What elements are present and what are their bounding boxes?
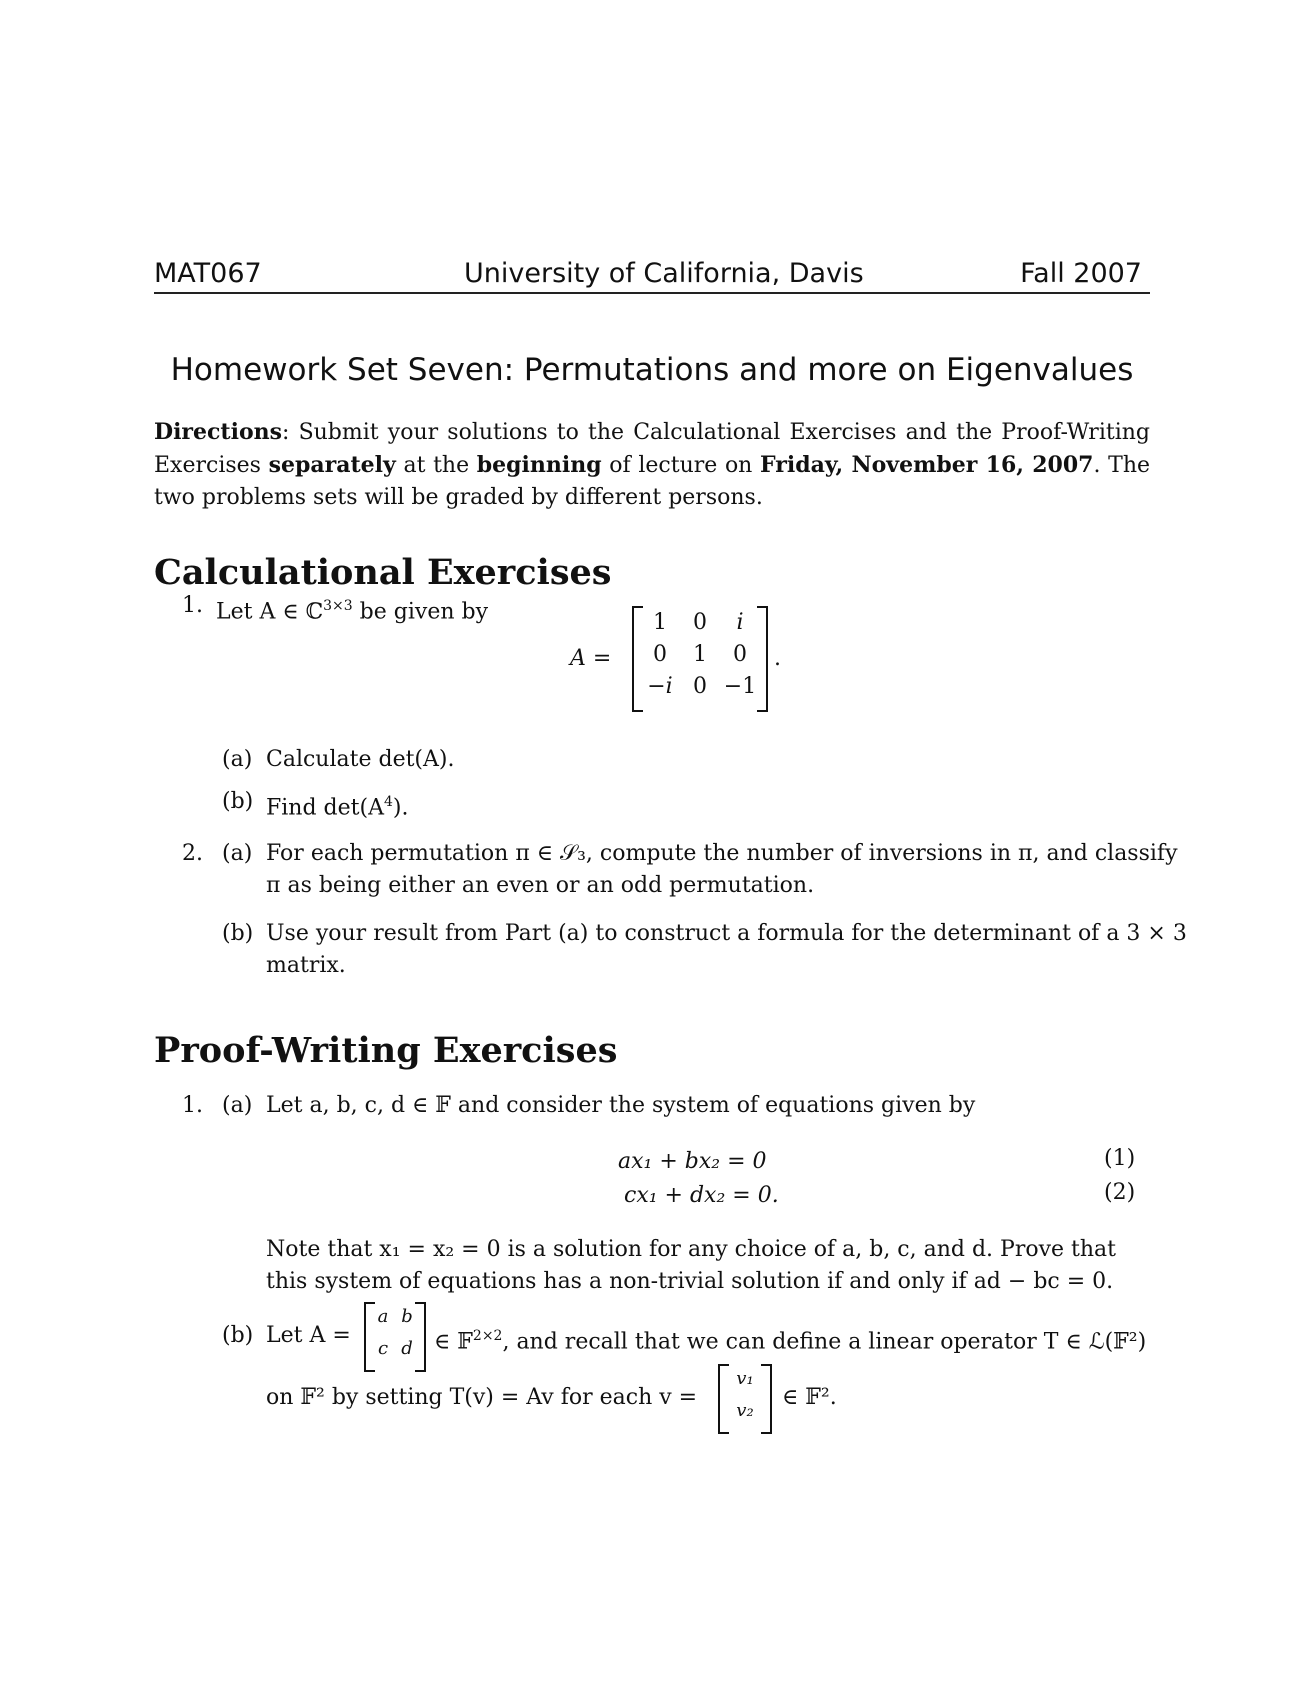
- page-header: [154, 258, 1150, 294]
- part-label: (a): [222, 747, 253, 772]
- due-date: Friday, November 16, 2007: [760, 452, 1094, 478]
- problem-text: be given by: [352, 599, 489, 625]
- part-text-segment: , and recall that we can define a linear operator T ∈ ℒ(𝔽²): [502, 1329, 1147, 1355]
- part-text: Let A =: [266, 1323, 351, 1348]
- part-label: (a): [222, 841, 253, 866]
- equation: ax₁ + bx₂ = 0: [618, 1149, 767, 1174]
- matrix-cell: d: [401, 1338, 413, 1359]
- part-text: matrix.: [266, 953, 346, 978]
- part-text: on 𝔽² by setting T(v) = Av for each v =: [266, 1385, 698, 1410]
- problem-text: Let A ∈ ℂ: [216, 599, 324, 625]
- part-text: [266, 786, 408, 824]
- matrix-cell: i: [736, 610, 744, 635]
- matrix-abcd: [364, 1302, 426, 1368]
- part-label: (b): [222, 1323, 254, 1348]
- part-label: (b): [222, 921, 254, 946]
- matrix-cell: 0: [733, 642, 747, 667]
- matrix-period: .: [774, 646, 781, 671]
- equation: cx₁ + dx₂ = 0.: [624, 1183, 779, 1208]
- part-text: Calculate det(A).: [266, 747, 455, 772]
- directions-paragraph: [154, 416, 1150, 514]
- part-text-segment: ∈ 𝔽: [434, 1329, 473, 1355]
- matrix-bracket: [757, 606, 768, 712]
- directions-text: of lecture on: [601, 453, 761, 478]
- part-text-segment: ).: [392, 795, 409, 821]
- matrix-cell: 1: [693, 642, 707, 667]
- part-text: ∈ 𝔽².: [782, 1385, 837, 1410]
- university-name: University of California, Davis: [464, 258, 864, 289]
- matrix-cell: c: [377, 1338, 389, 1359]
- part-text: π as being either an even or an odd permutation.: [266, 873, 815, 898]
- matrix-cell: −i: [647, 674, 673, 699]
- vector-cell: v₁: [736, 1368, 754, 1389]
- matrix-cell: −1: [723, 674, 757, 699]
- part-label: (b): [222, 789, 254, 814]
- vector-cell: v₂: [736, 1400, 754, 1421]
- superscript: 3×3: [323, 598, 353, 614]
- problem-number: 1.: [182, 1093, 203, 1118]
- matrix-label: A =: [570, 646, 612, 671]
- part-text: Let a, b, c, d ∈ 𝔽 and consider the system of equations given by: [266, 1093, 976, 1118]
- vector-v: [718, 1364, 772, 1430]
- directions-emphasis: beginning: [476, 452, 602, 478]
- part-text: this system of equations has a non-trivial solution if and only if ad − bc = 0.: [266, 1269, 1114, 1294]
- part-text: Use your result from Part (a) to construct a formula for the determinant of a 3 × 3: [266, 921, 1187, 946]
- section-heading-calculational: Calculational Exercises: [154, 552, 612, 593]
- problem-number: 1.: [182, 593, 203, 618]
- problem-statement: [216, 590, 488, 628]
- superscript: 2×2: [472, 1328, 503, 1344]
- section-heading-proof-writing: Proof-Writing Exercises: [154, 1030, 618, 1071]
- directions-emphasis: separately: [268, 452, 396, 478]
- superscript: 4: [383, 794, 393, 810]
- matrix-a: [632, 606, 768, 708]
- part-text: For each permutation π ∈ 𝒮₃, compute the number of inversions in π, and classify: [266, 841, 1178, 866]
- course-code: MAT067: [154, 258, 262, 289]
- matrix-cell: 0: [693, 674, 707, 699]
- page-title: Homework Set Seven: Permutations and more on Eigenvalues: [170, 352, 1134, 388]
- part-text-segment: Find det(A: [266, 795, 384, 821]
- matrix-cell: 0: [653, 642, 667, 667]
- directions-text: . The two problems sets will be graded by different persons.: [154, 453, 1151, 510]
- part-label: (a): [222, 1093, 253, 1118]
- equation-number: (2): [1104, 1180, 1136, 1205]
- problem-number: 2.: [182, 841, 203, 866]
- matrix-cell: 0: [693, 610, 707, 635]
- directions-text: : Submit your solutions to the Calculational Exercises and the Proof-Writing Exercises: [154, 420, 1150, 478]
- directions-label: Directions: [154, 419, 282, 445]
- part-text: Note that x₁ = x₂ = 0 is a solution for any choice of a, b, c, and d. Prove that: [266, 1237, 1117, 1262]
- matrix-cell: b: [401, 1306, 413, 1327]
- equation-number: (1): [1104, 1146, 1136, 1171]
- part-text: [434, 1320, 1146, 1358]
- directions-text: at the: [395, 453, 477, 478]
- matrix-cell: 1: [653, 610, 667, 635]
- term: Fall 2007: [1020, 258, 1142, 289]
- matrix-cell: a: [377, 1306, 389, 1327]
